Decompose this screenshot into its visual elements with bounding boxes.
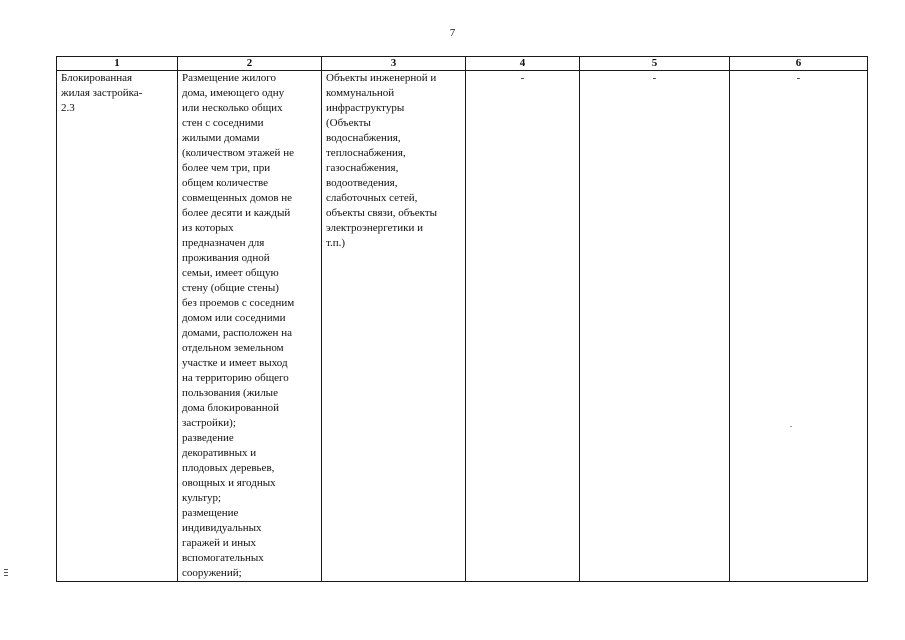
header-col-2: 2 [178,57,322,71]
permitted-use-description-cell: Размещение жилого дома, имеющего одну или несколько общих стен с соседними жилыми домами (количеством этажей не более чем три, при общем количестве совмещенных домов не более десяти и каждый из которых предназначен для проживания одной семьи, имеет общую стену (общие стены) без проемов с соседним домом или соседними домами, расположен на отдельном земельном участке и имеет выход на территорию общего пользования (жилые дома блокированной застройки); разведение декоративных и плодовых деревьев, овощных и ягодных культур; размещение индивидуальных гаражей и иных вспомогательных сооружений; [178,71,322,582]
header-col-3: 3 [322,57,466,71]
header-col-4: 4 [466,57,580,71]
col-6-cell: - [730,71,868,582]
scan-speck [790,426,792,427]
col-4-cell: - [466,71,580,582]
land-use-table [56,56,868,582]
infrastructure-objects-cell: Объекты инженерной и коммунальной инфраструктуры (Объекты водоснабжения, теплоснабжения, газоснабжения, водоотведения, слаботочных сетей, объекты связи, объекты электроэнергетики и т.п.) [322,71,466,582]
page-number: 7 [449,27,456,39]
col-5-cell: - [580,71,730,582]
header-col-6: 6 [730,57,868,71]
table-header-row [57,57,868,71]
table-row [57,71,868,582]
land-use-type-cell: Блокированная жилая застройка- 2.3 [57,71,178,582]
header-col-5: 5 [580,57,730,71]
header-col-1: 1 [57,57,178,71]
scan-margin-marks [4,569,8,578]
